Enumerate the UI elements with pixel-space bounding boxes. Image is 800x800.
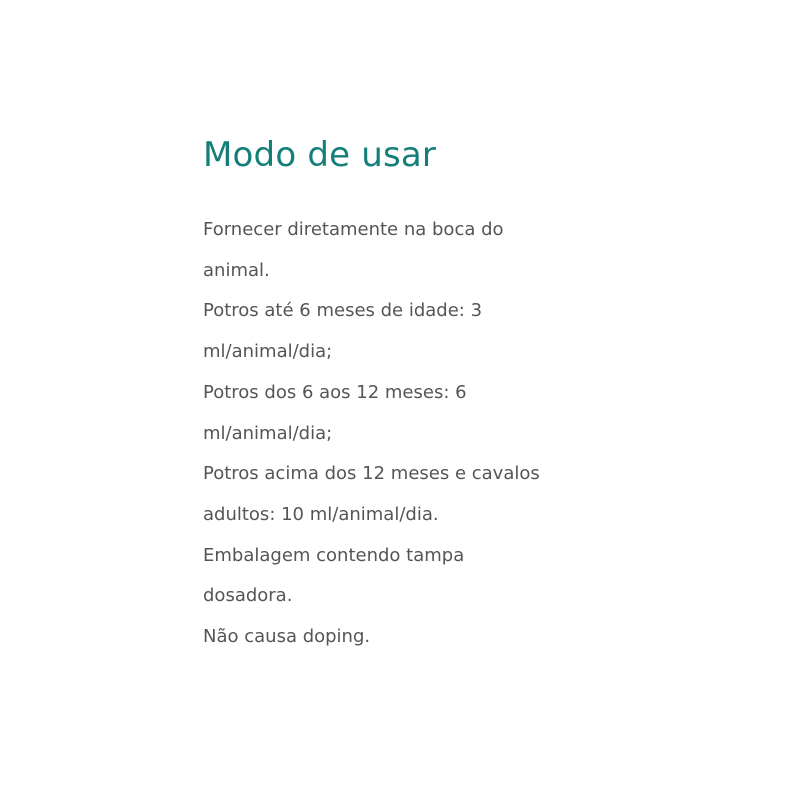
usage-section xyxy=(203,128,623,658)
instruction-line: Não causa doping. xyxy=(203,626,371,648)
instruction-line: Fornecer diretamente na boca do xyxy=(203,219,504,240)
instruction-line: adultos: 10 ml/animal/dia. xyxy=(203,503,439,525)
section-title: Modo de usar xyxy=(203,135,437,175)
instruction-line: Potros até 6 meses de idade: 3 xyxy=(203,300,483,322)
instruction-line: Embalagem contendo tampa xyxy=(203,544,465,566)
usage-instructions xyxy=(203,210,623,658)
instruction-line: ml/animal/dia; xyxy=(203,422,333,444)
instruction-line: ml/animal/dia; xyxy=(203,341,333,363)
instruction-line: dosadora. xyxy=(203,585,293,607)
instruction-line: animal. xyxy=(203,259,270,281)
instruction-line: Potros dos 6 aos 12 meses: 6 xyxy=(203,381,467,403)
instruction-line: Potros acima dos 12 meses e cavalos xyxy=(203,463,540,485)
